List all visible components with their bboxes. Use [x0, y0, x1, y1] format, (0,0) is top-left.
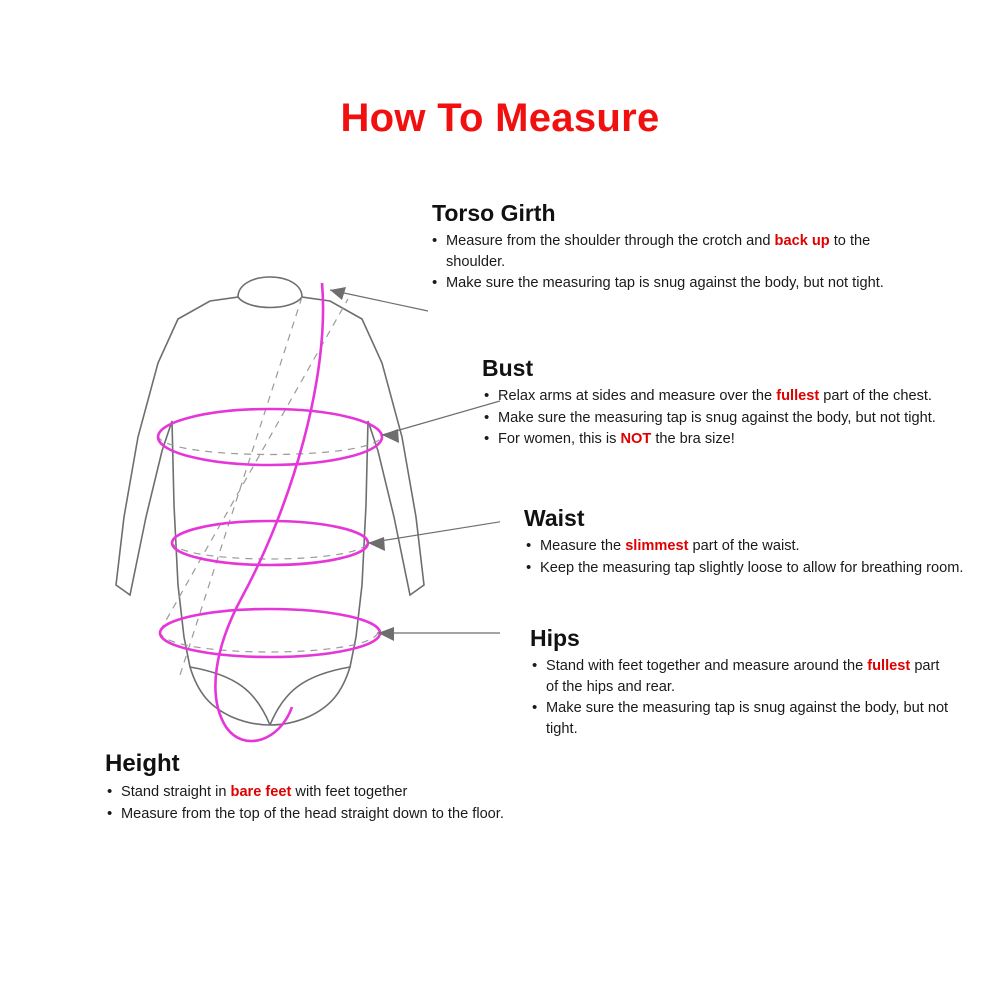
torso-girth-dash-left — [180, 297, 302, 675]
leader-arrowheads — [330, 287, 399, 641]
body-figure-svg — [30, 255, 500, 775]
bullet-text: Measure from the shoulder through the crotch and — [446, 233, 775, 249]
section-heading-hips: Hips — [530, 625, 580, 651]
body-diagram — [30, 255, 500, 775]
bullet-item — [482, 408, 992, 429]
bullet-item — [482, 386, 992, 407]
section-bullets-waist — [524, 536, 964, 578]
bullet-item — [530, 656, 950, 697]
highlighted-term: fullest — [867, 658, 911, 674]
highlighted-term: NOT — [620, 431, 652, 448]
guide-lines — [158, 297, 382, 675]
arrow-bust — [382, 429, 399, 443]
highlighted-term: slimmest — [625, 538, 689, 554]
bullet-text: Stand straight in — [121, 784, 231, 800]
waist-tape — [172, 521, 368, 565]
section-height — [105, 750, 665, 825]
section-heading-bust: Bust — [482, 355, 534, 381]
section-bullets-torso-girth — [430, 231, 900, 294]
bullet-text: Make sure the measuring tap is snug against the body, but not tight. — [546, 700, 949, 738]
section-heading-torso-girth: Torso Girth — [432, 200, 556, 226]
arrow-hips — [378, 627, 394, 641]
bullet-item — [524, 558, 964, 579]
highlighted-term: back up — [774, 233, 830, 249]
bullet-text: Make sure the measuring tap is snug against the body, but not tight. — [498, 409, 936, 426]
arrow-waist — [368, 537, 385, 551]
bullet-text: Measure the — [540, 538, 626, 554]
bullet-text: Measure from the top of the head straight down to the floor. — [121, 805, 504, 822]
bullet-text: Stand with feet together and measure around the — [546, 658, 868, 674]
bullet-item — [524, 536, 964, 557]
section-bullets-bust — [482, 386, 992, 450]
bullet-text: For women, this is — [498, 431, 621, 448]
section-hips — [530, 625, 950, 741]
section-heading-height: Height — [105, 750, 180, 777]
section-heading-waist: Waist — [524, 505, 585, 531]
bullet-text: to the shoulder. — [446, 233, 871, 270]
bullet-text: Keep the measuring tap slightly loose to allow for breathing room. — [540, 559, 964, 576]
bullet-text: part of the hips and rear. — [546, 658, 940, 695]
torso-girth-tape — [215, 283, 323, 741]
bullet-text: Relax arms at sides and measure over the — [498, 388, 777, 404]
section-torso-girth — [430, 200, 900, 295]
bullet-text: Make sure the measuring tap is snug against the body, but not tight. — [446, 275, 884, 292]
leader-torso — [330, 290, 428, 311]
bullet-item — [430, 273, 900, 294]
bullet-text: with feet together — [291, 784, 408, 800]
leader-lines — [330, 290, 500, 633]
bullet-text: part of the chest. — [819, 388, 932, 404]
section-bullets-hips — [530, 656, 950, 740]
bullet-item — [530, 698, 950, 739]
highlighted-term: bare feet — [230, 784, 292, 800]
bullet-text: part of the waist. — [688, 538, 800, 554]
section-waist — [524, 505, 964, 579]
bullet-text: the bra size! — [651, 431, 735, 448]
highlighted-term: fullest — [776, 388, 820, 404]
leader-waist — [368, 517, 500, 543]
bullet-item — [105, 782, 665, 803]
bullet-item — [430, 231, 900, 272]
section-bullets-height — [105, 782, 665, 824]
waist-back-dash — [172, 541, 368, 559]
arrow-torso — [330, 287, 346, 300]
bullet-item — [482, 429, 992, 450]
section-bust — [482, 355, 992, 451]
page-title: How To Measure — [340, 96, 660, 140]
neckline — [238, 297, 302, 308]
bullet-item — [105, 804, 665, 825]
